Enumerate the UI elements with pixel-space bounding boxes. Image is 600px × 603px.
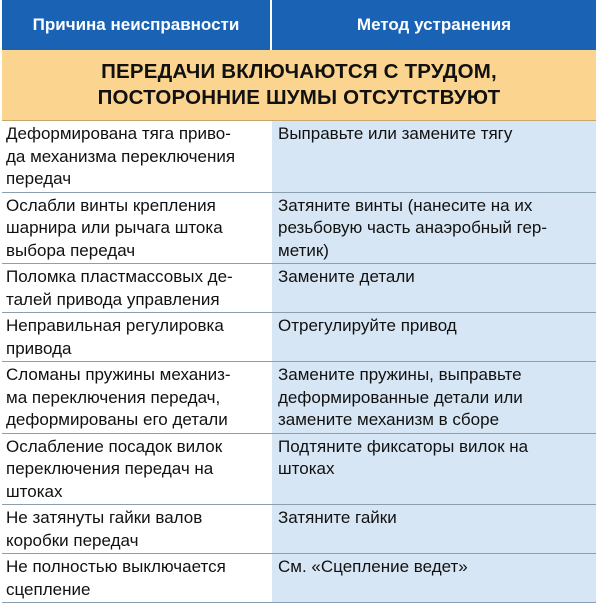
cause-cell: [2, 554, 272, 602]
fix-line: Подтяните фиксаторы вилок на: [278, 436, 529, 456]
cause-line: Поломка пластмассовых де-: [6, 267, 233, 286]
cause-line: шарнира или рычага штока: [6, 218, 223, 237]
cause-line: талей привода управления: [6, 289, 220, 309]
fix-line: деформированные детали или: [278, 387, 523, 407]
table-row: [2, 193, 596, 265]
table-body: [2, 121, 596, 603]
fix-line: Затяните винты (нанесите на их: [278, 195, 533, 215]
fix-cell: [272, 121, 596, 192]
cause-line: Деформирована тяга приво-: [6, 124, 231, 143]
cause-line: переключения передач на: [6, 459, 214, 478]
cause-line: Ослабление посадок вилок: [6, 436, 223, 456]
cause-line: сцепление: [6, 579, 91, 599]
cause-line: деформированы его детали: [6, 410, 228, 429]
fix-line: Замените детали: [278, 267, 415, 286]
table-row: [2, 554, 596, 603]
fix-cell: [272, 554, 596, 602]
cause-line: Ослабли винты крепления: [6, 195, 216, 215]
cause-cell: [2, 505, 272, 553]
cause-line: Не затянуты гайки валов: [6, 508, 203, 527]
table-row: [2, 434, 596, 506]
cause-cell: [2, 121, 272, 192]
cause-line: Не полностью выключается: [6, 557, 226, 576]
cause-line: Сломаны пружины механиз-: [6, 365, 231, 384]
fix-cell: [272, 434, 596, 505]
cause-line: ма переключения передач,: [6, 387, 221, 407]
cause-cell: [2, 264, 272, 312]
table-row: [2, 362, 596, 434]
troubleshooting-table: [2, 0, 596, 603]
cause-line: Неправильная регулировка: [6, 316, 224, 335]
cause-line: выбора передач: [6, 240, 136, 260]
fix-cell: [272, 313, 596, 361]
fix-line: метик): [278, 240, 329, 260]
fix-cell: [272, 362, 596, 433]
fix-cell: [272, 264, 596, 312]
banner-line-1: ПЕРЕДАЧИ ВКЛЮЧАЮТСЯ С ТРУДОМ,: [101, 60, 497, 83]
fix-line: Замените пружины, выправьте: [278, 365, 522, 384]
table-row: [2, 313, 596, 362]
cause-cell: [2, 193, 272, 264]
fix-cell: [272, 505, 596, 553]
cause-line: коробки передач: [6, 530, 139, 550]
fix-line: Отрегулируйте привод: [278, 316, 457, 335]
cause-line: штоках: [6, 481, 63, 501]
fix-line: Затяните гайки: [278, 508, 397, 527]
fix-cell: [272, 193, 596, 264]
cause-cell: [2, 313, 272, 361]
table-header: [2, 0, 596, 50]
cause-cell: [2, 434, 272, 505]
fix-line: резьбовую часть анаэробный гер-: [278, 218, 548, 237]
fix-column-header: Метод устранения: [356, 15, 512, 34]
table-row: [2, 505, 596, 554]
fix-line: См. «Сцепление ведет»: [278, 557, 468, 576]
cause-line: да механизма переключения: [6, 146, 236, 166]
cause-line: привода: [6, 338, 72, 358]
table-row: [2, 121, 596, 193]
banner-line-2: ПОСТОРОННИЕ ШУМЫ ОТСУТСТВУЮТ: [97, 86, 501, 109]
fix-line: штоках: [278, 459, 335, 478]
table-row: [2, 264, 596, 313]
fix-line: замените механизм в сборе: [278, 410, 500, 429]
fix-line: Выправьте или замените тягу: [278, 124, 513, 143]
cause-cell: [2, 362, 272, 433]
cause-column-header: Причина неисправности: [2, 0, 272, 50]
cause-line: передач: [6, 169, 72, 188]
section-banner: [2, 50, 596, 121]
